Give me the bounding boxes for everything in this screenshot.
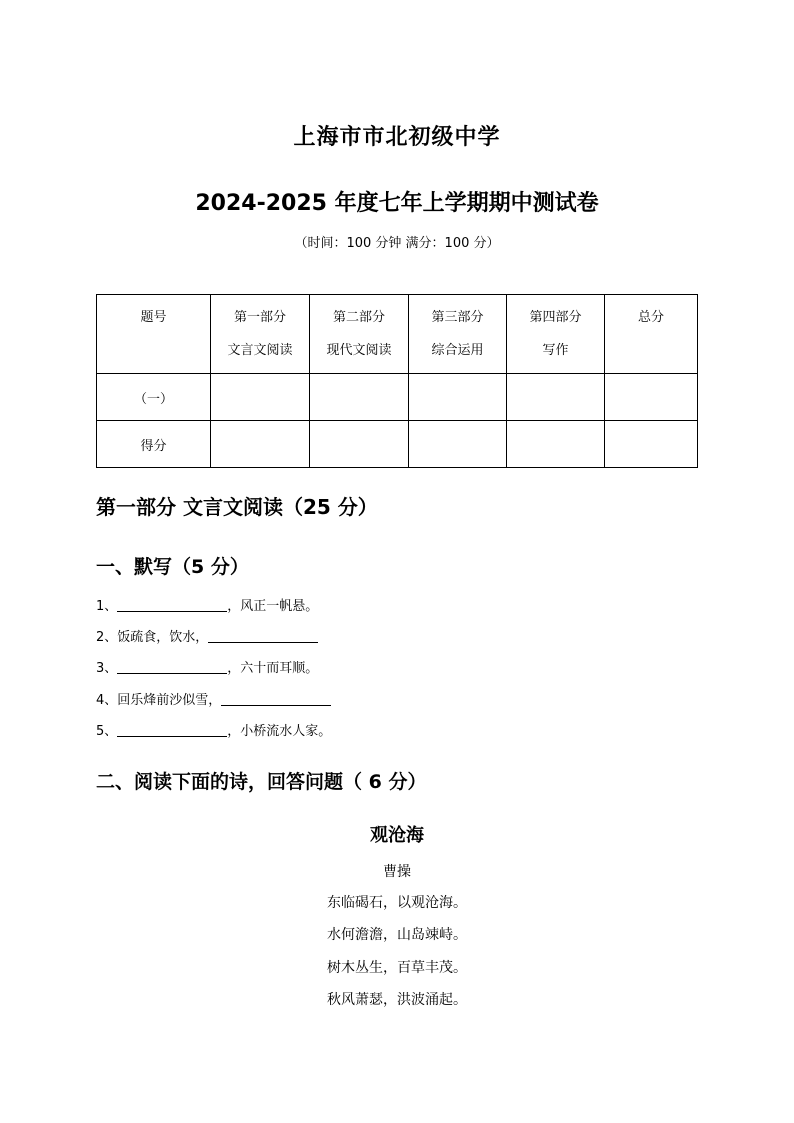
header-sublabel: 文言文阅读 (227, 343, 293, 358)
score-cell (507, 374, 605, 421)
score-cell (507, 421, 605, 468)
question-text: 饭疏食，饮水， (117, 630, 209, 645)
header-label: 第三部分 (431, 310, 484, 325)
poem-title: 观沧海 (370, 825, 424, 846)
header-sublabel: 现代文阅读 (326, 343, 392, 358)
row-label: （一） (97, 374, 211, 421)
poem-line: 水何澹澹，山岛竦峙。 (327, 927, 467, 943)
question-text: 回乐烽前沙似雪， (117, 693, 222, 708)
header-label: 总分 (637, 310, 664, 325)
score-cell (409, 374, 507, 421)
section1-heading: 一、默写（5 分） (96, 556, 249, 578)
header-cell-part2 (310, 295, 409, 374)
score-cell (310, 374, 409, 421)
score-table-row (97, 374, 698, 421)
header-cell-part3 (409, 295, 507, 374)
score-cell (605, 374, 698, 421)
score-cell (211, 374, 310, 421)
question-4 (96, 689, 331, 708)
question-number: 1、 (96, 599, 118, 614)
header-cell-part4 (507, 295, 605, 374)
header-label: 第四部分 (529, 310, 582, 325)
question-number: 3、 (96, 661, 118, 676)
question-1 (96, 595, 318, 614)
answer-blank (208, 629, 318, 643)
question-number: 5、 (96, 724, 118, 739)
question-5 (96, 720, 331, 739)
score-table (96, 294, 698, 468)
header-label: 第一部分 (233, 310, 286, 325)
question-text: ，六十而耳顺。 (227, 661, 319, 676)
question-text: ，小桥流水人家。 (227, 724, 332, 739)
poem-line: 树木丛生，百草丰茂。 (327, 960, 467, 976)
section2-heading: 二、阅读下面的诗，回答问题（ 6 分） (96, 771, 427, 793)
time-info: （时间：100 分钟 满分：100 分） (294, 236, 500, 251)
poem-line: 秋风萧瑟，洪波涌起。 (327, 992, 467, 1008)
exam-title: 2024-2025 年度七年上学期期中测试卷 (195, 191, 599, 216)
score-cell (605, 421, 698, 468)
score-cell (310, 421, 409, 468)
answer-blank (117, 660, 227, 674)
header-label: 题号 (140, 310, 167, 325)
row-label: 得分 (97, 421, 211, 468)
question-number: 2、 (96, 630, 118, 645)
header-sublabel: 写作 (542, 343, 569, 358)
score-table-header-row (97, 295, 698, 374)
header-sublabel: 综合运用 (431, 343, 484, 358)
question-number: 4、 (96, 693, 118, 708)
question-3 (96, 657, 318, 676)
header-cell-number (97, 295, 211, 374)
answer-blank (221, 692, 331, 706)
poem-line: 东临碣石，以观沧海。 (327, 895, 467, 911)
header-label: 第二部分 (332, 310, 385, 325)
poem-author: 曹操 (383, 864, 411, 880)
score-table-row (97, 421, 698, 468)
header-cell-part1 (211, 295, 310, 374)
header-cell-total (605, 295, 698, 374)
part1-heading: 第一部分 文言文阅读（25 分） (96, 495, 378, 519)
question-text: ，风正一帆悬。 (227, 599, 319, 614)
answer-blank (117, 598, 227, 612)
score-cell (211, 421, 310, 468)
school-name: 上海市市北初级中学 (293, 125, 501, 150)
answer-blank (117, 723, 227, 737)
score-cell (409, 421, 507, 468)
question-2 (96, 626, 318, 645)
